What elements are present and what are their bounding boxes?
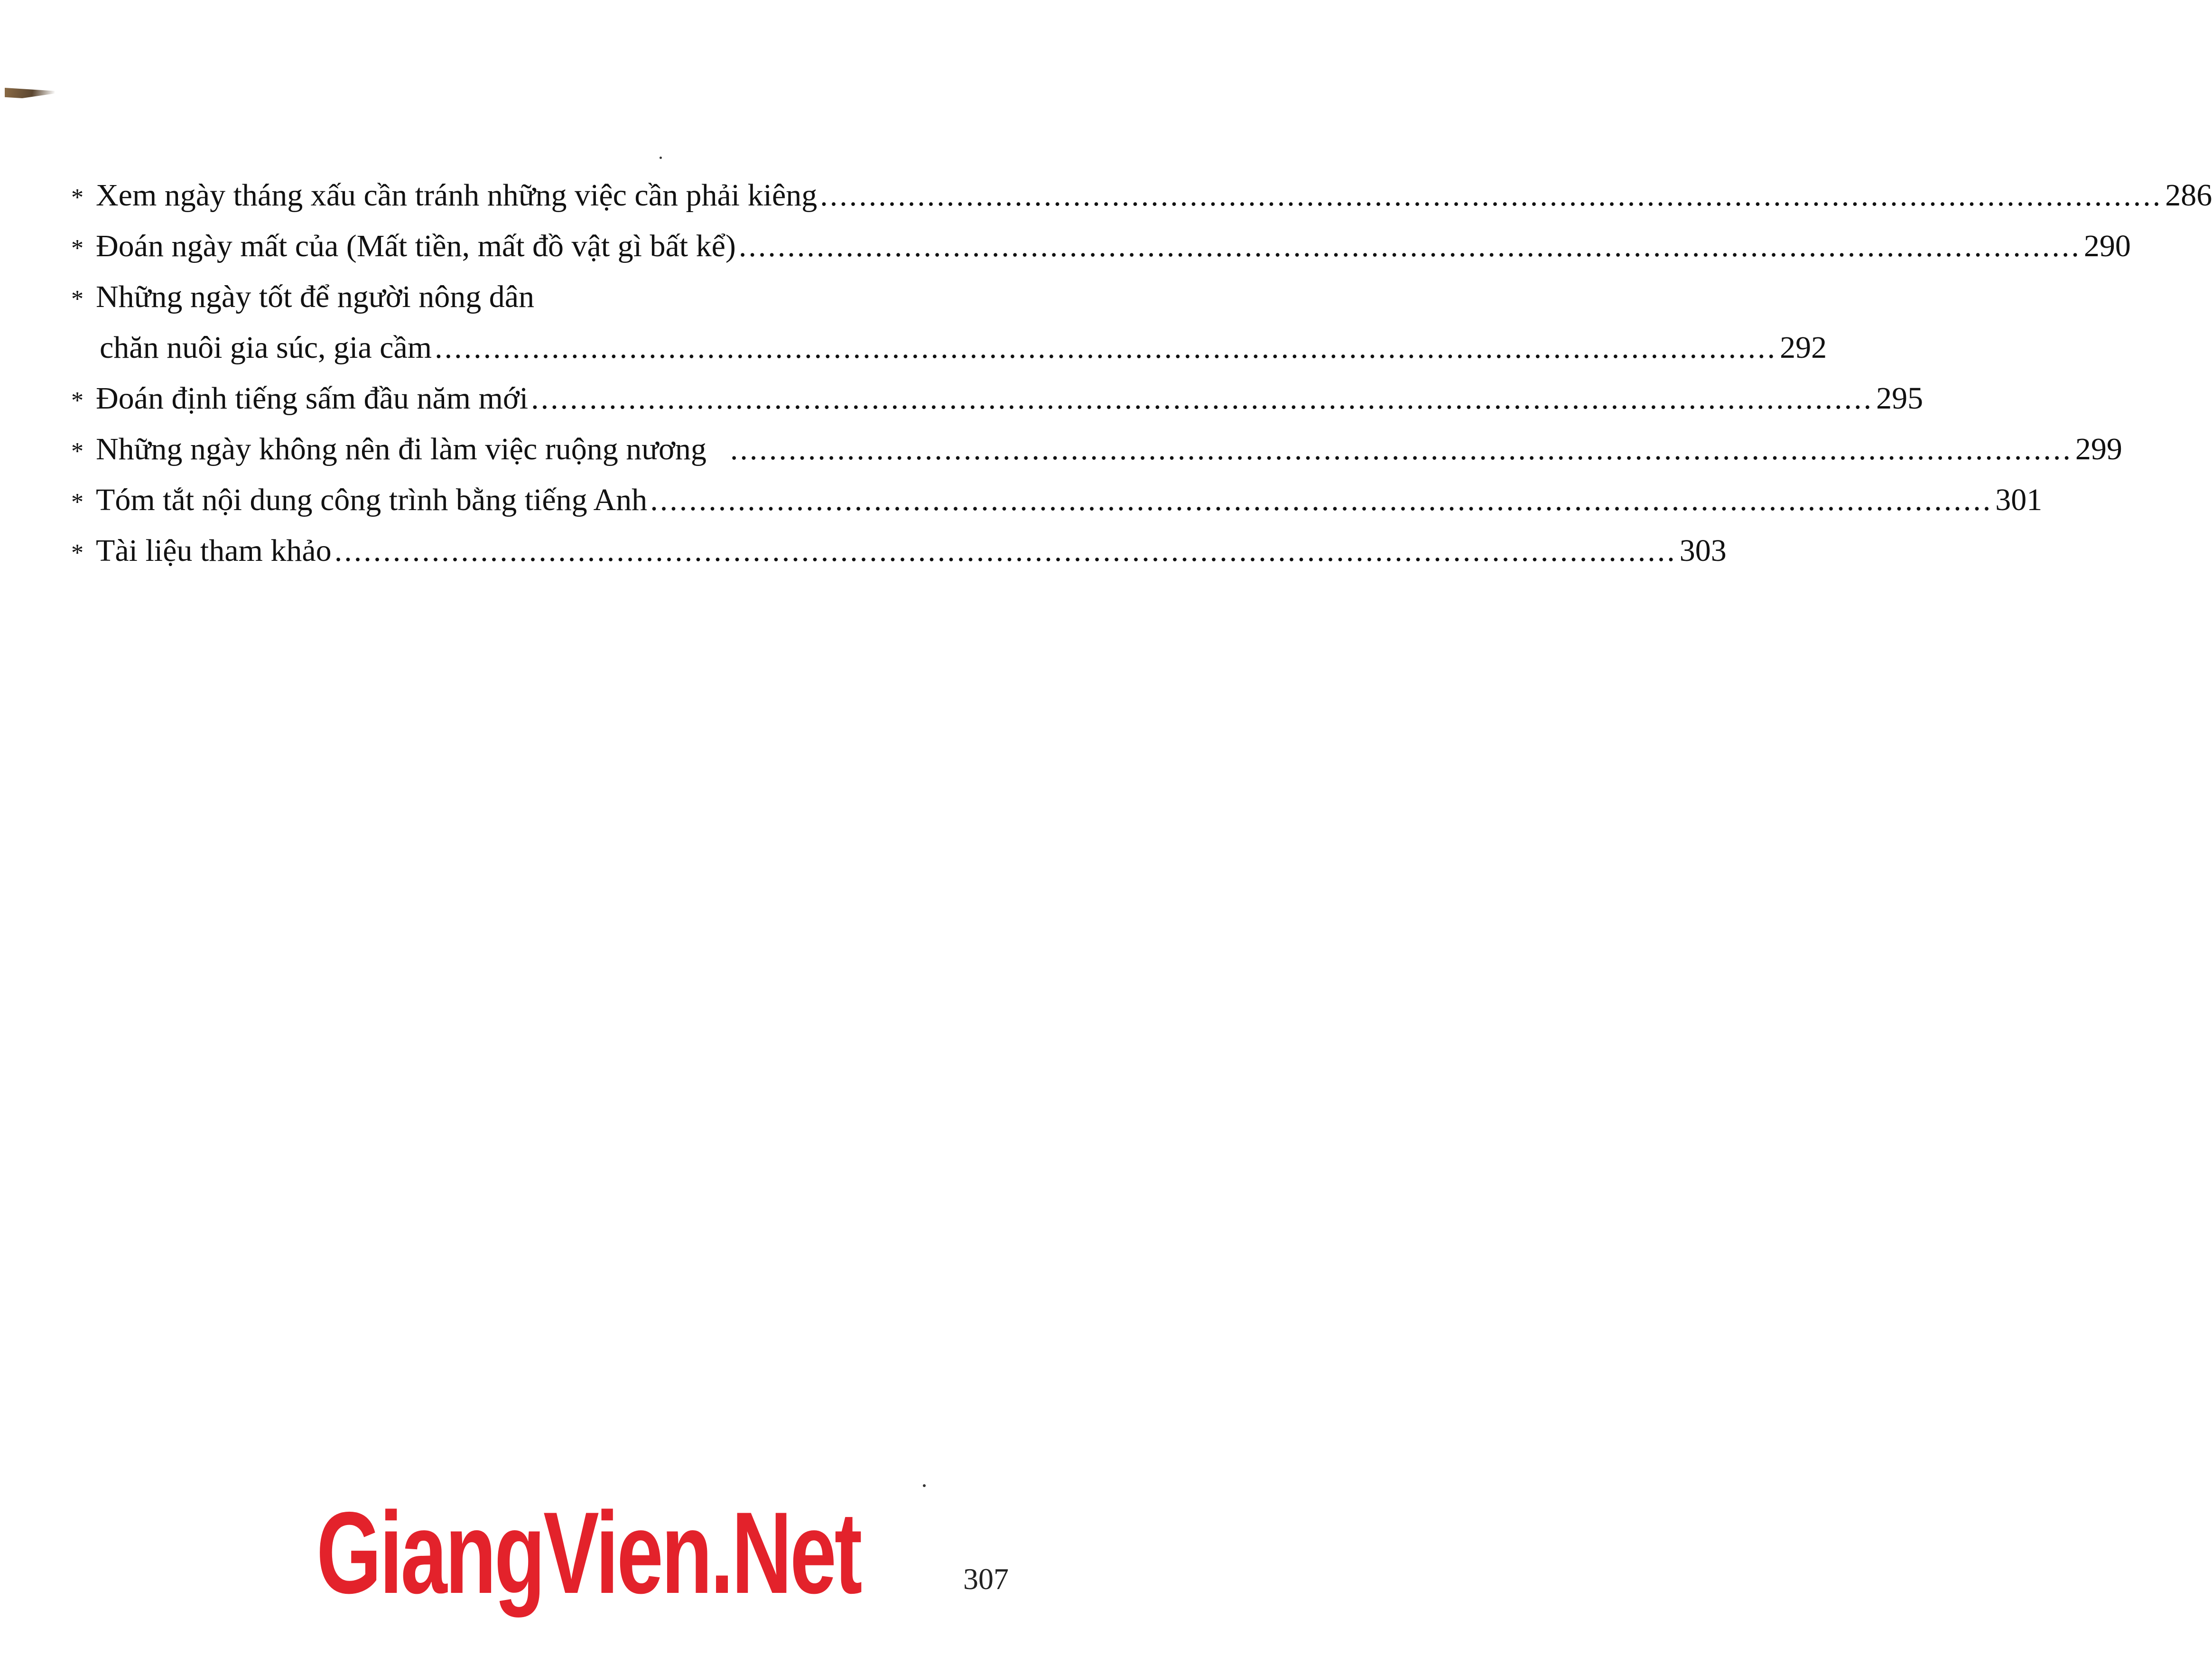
toc-page-number: 303 [1679, 533, 1727, 568]
toc-page-number: 295 [1876, 381, 1924, 416]
toc-title: Tóm tắt nội dung công trình bằng tiếng Anh [96, 483, 648, 517]
toc-dot-leader: .......................................................................................................................................... [531, 381, 1874, 416]
toc-bullet: * [71, 286, 84, 313]
toc-page-number: 299 [2075, 432, 2122, 466]
toc-dot-leader: .......................................................................................................................................... [435, 330, 1777, 365]
toc-dot-leader: .......................................................................................................................................... [334, 533, 1677, 568]
scan-speck [923, 1484, 926, 1487]
toc-entry[interactable] [71, 271, 1827, 373]
toc-bullet: * [71, 539, 84, 567]
toc-page-number: 301 [1995, 483, 2043, 517]
toc-entry[interactable] [71, 525, 1727, 576]
toc-entry[interactable] [71, 373, 1924, 424]
toc-entry[interactable] [71, 221, 2131, 271]
scan-speck [660, 157, 662, 159]
toc-entry[interactable] [71, 170, 2212, 221]
scan-corner-mark [5, 88, 55, 98]
toc-title: Đoán định tiếng sấm đầu năm mới [96, 381, 529, 416]
toc-page-number: 290 [2083, 229, 2131, 263]
toc-entry-line-1 [71, 271, 1044, 322]
page-number: 307 [963, 1562, 1009, 1596]
toc-bullet: * [71, 489, 84, 516]
toc-title: Xem ngày tháng xấu cần tránh những việc cần phải kiêng [96, 178, 818, 213]
toc-bullet: * [71, 235, 84, 262]
toc-entry-line-2 [71, 322, 1827, 373]
toc-page-number: 292 [1780, 330, 1827, 365]
toc-dot-leader: .......................................................................................................................................... [820, 178, 2163, 213]
toc-page-number: 286 [2165, 178, 2212, 213]
toc-entry[interactable] [71, 424, 2122, 474]
toc-bullet: * [71, 184, 84, 211]
toc-bullet: * [71, 387, 84, 414]
toc-title: Những ngày tốt để người nông dân [96, 279, 534, 314]
toc-title: Đoán ngày mất của (Mất tiền, mất đồ vật gì bất kể) [96, 229, 736, 263]
toc-dot-leader: .......................................................................................................................................... [738, 229, 2081, 263]
toc-bullet: * [71, 438, 84, 465]
toc-dot-leader: .......................................................................................................................................... [650, 483, 1993, 517]
toc-dot-leader: .......................................................................................................................................... [730, 432, 2073, 466]
toc-title-continued: chăn nuôi gia súc, gia cầm [100, 330, 432, 365]
watermark-logo: GiangVien.Net [316, 1488, 861, 1618]
toc-title: Những ngày không nên đi làm việc ruộng nương [96, 432, 706, 466]
toc-title: Tài liệu tham khảo [96, 533, 332, 568]
table-of-contents [71, 170, 2212, 576]
toc-entry[interactable] [71, 474, 2043, 525]
